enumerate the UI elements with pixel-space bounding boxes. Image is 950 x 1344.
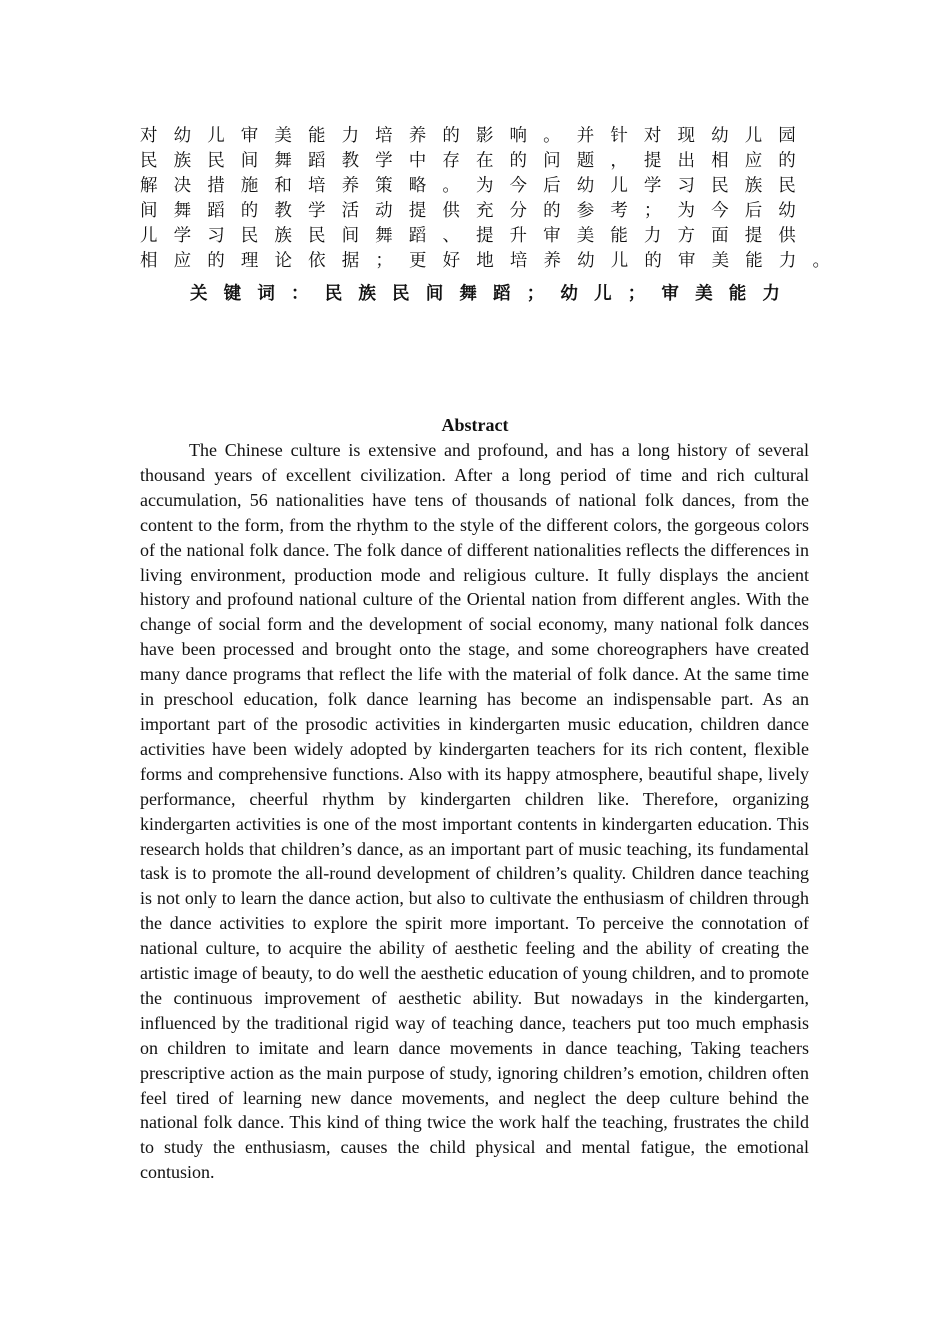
char: 舞 [173,201,192,221]
char: 为 [677,201,695,221]
char: 题 [576,151,595,171]
char: 对 [140,126,158,146]
char: 教 [341,151,360,171]
char: 美 [576,226,595,246]
char: ； [627,284,646,304]
char: 在 [475,151,494,171]
char: 能 [610,226,628,246]
char: ； [643,201,662,221]
char: 族 [744,176,763,196]
char: 蹈 [493,284,511,304]
char: ， [610,151,628,171]
char: 儿 [610,251,629,271]
char: 的 [442,126,460,146]
char: 后 [744,201,763,221]
char: 能 [728,284,747,304]
char: 存 [442,151,460,171]
char: 养 [341,176,360,196]
char: 美 [711,251,730,271]
char: 力 [762,284,780,304]
char: 中 [408,151,427,171]
chinese-abstract-line [140,124,796,149]
char: 学 [643,176,662,196]
char: 面 [711,226,729,246]
char: 间 [425,284,444,304]
char: 相 [140,251,158,271]
char: 舞 [459,284,477,304]
char: 间 [341,226,360,246]
char: 提 [643,151,662,171]
char: 。 [543,126,561,146]
char: 幼 [173,126,192,146]
char: 幼 [711,126,729,146]
char: 儿 [744,126,763,146]
char: 养 [408,126,427,146]
char: 族 [173,151,192,171]
char: 幼 [577,251,595,271]
char: 间 [140,201,158,221]
char: 施 [240,176,259,196]
chinese-abstract-line [140,249,830,274]
char: 后 [543,176,561,196]
char: 习 [207,226,225,246]
char: 民 [207,151,225,171]
char: 理 [240,251,259,271]
char: 论 [274,251,292,271]
char: 对 [643,126,662,146]
char: 民 [392,284,410,304]
char: 地 [476,251,494,271]
char: 。 [812,251,830,271]
char: 培 [509,251,528,271]
char: 并 [576,126,595,146]
char: 充 [475,201,494,221]
char: 问 [543,151,561,171]
char: 儿 [140,226,158,246]
char: 审 [543,226,561,246]
char: 和 [274,176,292,196]
char: 能 [745,251,763,271]
char: 学 [173,226,192,246]
char: 键 [223,284,242,304]
char: 学 [375,151,393,171]
chinese-abstract-line [140,149,796,174]
char: 培 [307,176,326,196]
char: 提 [744,226,763,246]
char: 力 [778,251,797,271]
char: 能 [307,126,326,146]
char: 措 [207,176,225,196]
char: 美 [274,126,292,146]
chinese-abstract-line [140,174,796,199]
char: 美 [695,284,713,304]
char: 考 [610,201,628,221]
abstract-title: Abstract [441,415,509,435]
char: 审 [240,126,259,146]
char: 升 [509,226,528,246]
char: 审 [661,284,679,304]
char: 。 [442,176,460,196]
char: 出 [677,151,695,171]
chinese-abstract-line [140,224,796,249]
char: 解 [140,176,158,196]
char: 的 [207,251,225,271]
char: 幼 [778,201,796,221]
char: 的 [778,151,796,171]
char: 民 [778,176,796,196]
char: 现 [677,126,695,146]
char: 供 [778,226,796,246]
char: 更 [409,251,427,271]
char: 蹈 [207,201,225,221]
char: 提 [475,226,494,246]
char: 针 [610,126,628,146]
char: 为 [475,176,494,196]
char: 词 [257,284,275,304]
char: 响 [509,126,528,146]
char: ； [526,284,545,304]
char: 培 [375,126,393,146]
char: 教 [274,201,292,221]
char: 分 [509,201,528,221]
char: 族 [274,226,292,246]
char: 民 [140,151,158,171]
char: 活 [341,201,360,221]
keywords-line [190,282,780,307]
char: 蹈 [307,151,326,171]
char: 动 [375,201,393,221]
char: 幼 [576,176,595,196]
char: 关 [190,284,208,304]
char: 应 [173,251,192,271]
char: 幼 [560,284,578,304]
char: ： [291,284,309,304]
char: 好 [442,251,461,271]
char: 的 [543,201,561,221]
char: 依 [308,251,326,271]
char: 的 [240,201,259,221]
char: 民 [324,284,343,304]
chinese-abstract [140,124,830,274]
char: 舞 [274,151,292,171]
char: 今 [509,176,528,196]
char: 学 [307,201,326,221]
char: 相 [711,151,729,171]
char: 养 [543,251,561,271]
char: 据 [341,251,360,271]
char: 方 [677,226,695,246]
char: 力 [643,226,662,246]
char: 提 [408,201,427,221]
char: 略 [408,176,427,196]
abstract-body: The Chinese culture is extensive and profound, and has a long history of several thousand years of excellent civilization. After a long period of time and rich cultural accumulation, 56 nationalities have tens of thousands of national folk dances, from the content to the form, from the rhythm to the style of the different colors, the gorgeous colors of the national folk dance. The folk dance of different nationalities reflects the differences in living environment, production mode and religious culture. It fully displays the ancient history and profound national culture of the Oriental nation from different angles. With the change of social form and the development of social economy, many national folk dances have been processed and brought onto the stage, and some choreographers have created many dance programs that reflect the life with the material of folk dance. At the same time in preschool education, folk dance learning has become an indispensable part. As an important part of the prosodic activities in kindergarten music education, children dance activities have been widely adopted by kindergarten teachers for its rich content, flexible forms and comprehensive functions. Also with its happy atmosphere, beautiful shape, lively performance, cheerful rhythm by kindergarten children like. Therefore, organizing kindergarten activities is one of the most important contents in kindergarten education. This research holds that children’s dance, as an important part of music teaching, its fundamental task is to promote the all-round development of children’s quality. Children dance teaching is not only to learn the dance action, but also to cultivate the enthusiasm of children through the dance activities to explore the spirit more important. To perceive the connotation of national culture, to acquire the ability of aesthetic feeling and the ability of creating the artistic image of beauty, to do well the aesthetic education of young children, and to promote the continuous improvement of aesthetic ability. But nowadays in the kindergarten, influenced by the traditional rigid way of teaching dance, teachers put too much emphasis on children to imitate and learn dance movements in dance teaching, Taking teachers prescriptive action as the main purpose of study, ignoring children’s emotion, children often feel tired of learning new dance movements, and neglect the deep culture behind the national folk dance. This kind of thing twice the work half the teaching, frustrates the child to study the enthusiasm, causes the child physical and mental fatigue, the emotional contusion. [140,440,809,1183]
char: 儿 [594,284,612,304]
char: 的 [644,251,662,271]
char: 蹈 [408,226,427,246]
char: ； [375,251,393,271]
char: 供 [442,201,460,221]
char: 应 [744,151,763,171]
char: 族 [358,284,376,304]
char: 习 [677,176,695,196]
char: 儿 [207,126,225,146]
char: 舞 [375,226,393,246]
char: 力 [341,126,360,146]
char: 儿 [610,176,628,196]
char: 参 [576,201,595,221]
char: 间 [240,151,259,171]
char: 影 [475,126,494,146]
chinese-abstract-line [140,199,796,224]
char: 决 [173,176,192,196]
char: 民 [711,176,729,196]
char: 民 [307,226,326,246]
char: 的 [509,151,528,171]
char: 今 [711,201,729,221]
char: 园 [778,126,796,146]
char: 民 [240,226,259,246]
char: 策 [375,176,393,196]
char: 、 [442,226,460,246]
char: 审 [678,251,696,271]
